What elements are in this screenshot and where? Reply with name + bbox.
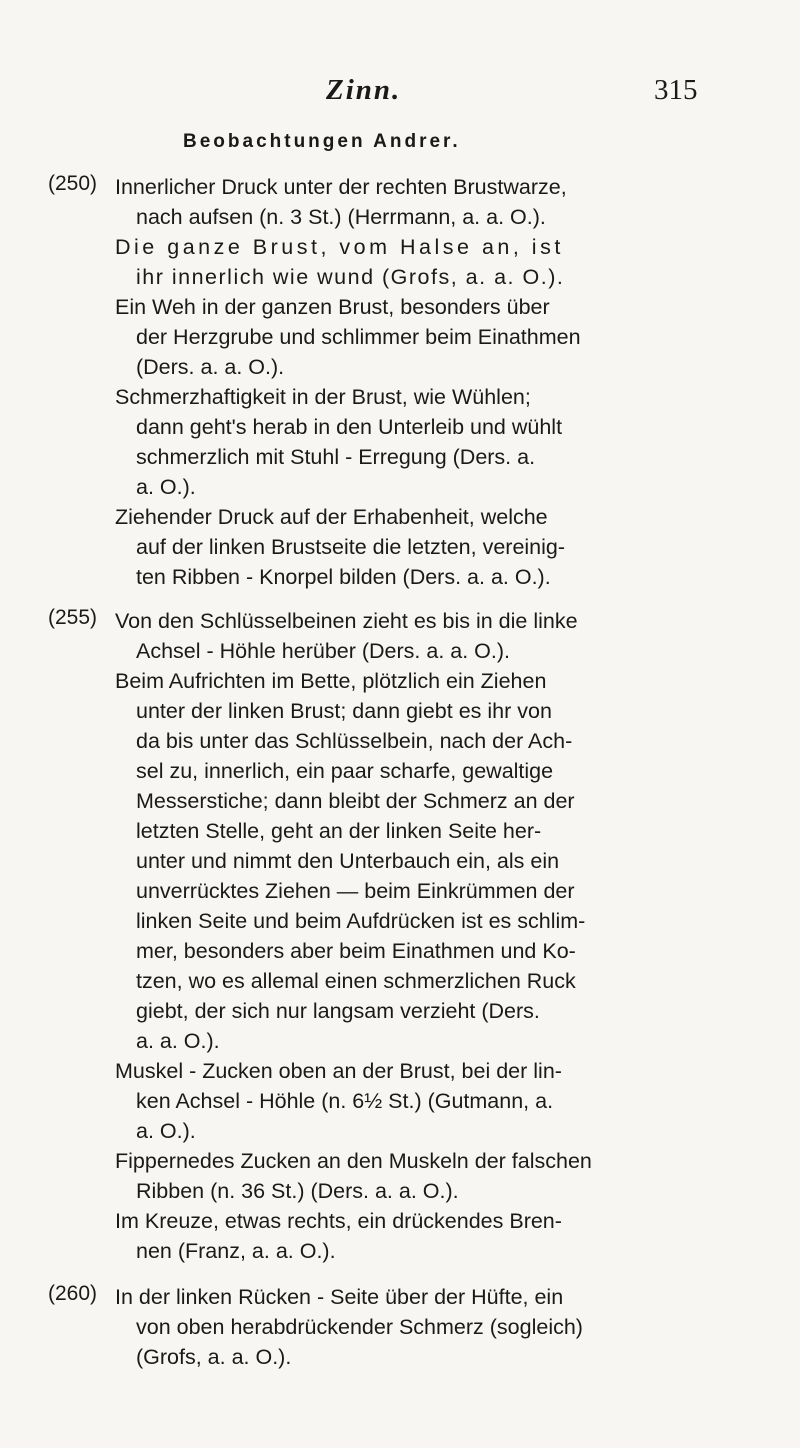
- text-line: letzten Stelle, geht an der linken Seite her-: [136, 819, 542, 843]
- running-title: Zinn.: [326, 74, 402, 106]
- text-line: Die ganze Brust, vom Halse an, ist: [115, 235, 564, 259]
- text-line: ten Ribben - Knorpel bilden (Ders. a. a. O.).: [136, 565, 551, 589]
- text-line: nach aufsen (n. 3 St.) (Herrmann, a. a. O.).: [136, 205, 546, 229]
- running-head: [0, 74, 800, 114]
- page-number: 315: [654, 74, 698, 106]
- text-line: Fippernedes Zucken an den Muskeln der falschen: [115, 1149, 592, 1173]
- text-line: giebt, der sich nur langsam verzieht (Ders.: [136, 999, 540, 1023]
- text-line: Schmerzhaftigkeit in der Brust, wie Wühlen;: [115, 385, 531, 409]
- text-line: (Grofs, a. a. O.).: [136, 1345, 292, 1369]
- text-line: linken Seite und beim Aufdrücken ist es schlim-: [136, 909, 586, 933]
- entry-number: (255): [48, 606, 98, 629]
- text-line: a. O.).: [136, 1119, 196, 1143]
- section-heading: Beobachtungen Andrer.: [183, 131, 461, 152]
- text-line: sel zu, innerlich, ein paar scharfe, gewaltige: [136, 759, 554, 783]
- text-line: ken Achsel - Höhle (n. 6½ St.) (Gutmann, a.: [136, 1089, 554, 1113]
- text-line: Ribben (n. 36 St.) (Ders. a. a. O.).: [136, 1179, 459, 1203]
- text-line: unter der linken Brust; dann giebt es ihr von: [136, 699, 552, 723]
- text-line: nen (Franz, a. a. O.).: [136, 1239, 336, 1263]
- text-line: unter und nimmt den Unterbauch ein, als ein: [136, 849, 560, 873]
- entry-text: [115, 1282, 770, 1372]
- text-line: a. a. O.).: [136, 1029, 220, 1053]
- entry-number: (250): [48, 172, 98, 195]
- text-line: Im Kreuze, etwas rechts, ein drückendes Bren-: [115, 1209, 562, 1233]
- text-line: da bis unter das Schlüsselbein, nach der Ach-: [136, 729, 573, 753]
- text-line: auf der linken Brustseite die letzten, vereinig-: [136, 535, 566, 559]
- text-line: Messerstiche; dann bleibt der Schmerz an der: [136, 789, 575, 813]
- text-line: a. O.).: [136, 475, 196, 499]
- text-line: unverrücktes Ziehen — beim Einkrümmen der: [136, 879, 575, 903]
- text-line: schmerzlich mit Stuhl - Erregung (Ders. a.: [136, 445, 536, 469]
- entry-text: [115, 606, 770, 1266]
- text-line: Ein Weh in der ganzen Brust, besonders über: [115, 295, 550, 319]
- text-line: Ziehender Druck auf der Erhabenheit, welche: [115, 505, 548, 529]
- text-line: dann geht's herab in den Unterleib und wühlt: [136, 415, 563, 439]
- text-line: ihr innerlich wie wund (Grofs, a. a. O.).: [136, 265, 565, 289]
- text-line: Beim Aufrichten im Bette, plötzlich ein Ziehen: [115, 669, 547, 693]
- entry-text: [115, 172, 770, 592]
- text-line: Muskel - Zucken oben an der Brust, bei der lin-: [115, 1059, 562, 1083]
- text-line: Von den Schlüsselbeinen zieht es bis in die linke: [115, 609, 578, 633]
- text-line: mer, besonders aber beim Einathmen und Ko-: [136, 939, 576, 963]
- text-line: tzen, wo es allemal einen schmerzlichen Ruck: [136, 969, 576, 993]
- text-line: In der linken Rücken - Seite über der Hüfte, ein: [115, 1285, 564, 1309]
- text-line: von oben herabdrückender Schmerz (sogleich): [136, 1315, 583, 1339]
- entry-number: (260): [48, 1282, 98, 1305]
- text-line: der Herzgrube und schlimmer beim Einathmen: [136, 325, 581, 349]
- text-line: Innerlicher Druck unter der rechten Brustwarze,: [115, 175, 567, 199]
- text-line: (Ders. a. a. O.).: [136, 355, 285, 379]
- text-line: Achsel - Höhle herüber (Ders. a. a. O.).: [136, 639, 511, 663]
